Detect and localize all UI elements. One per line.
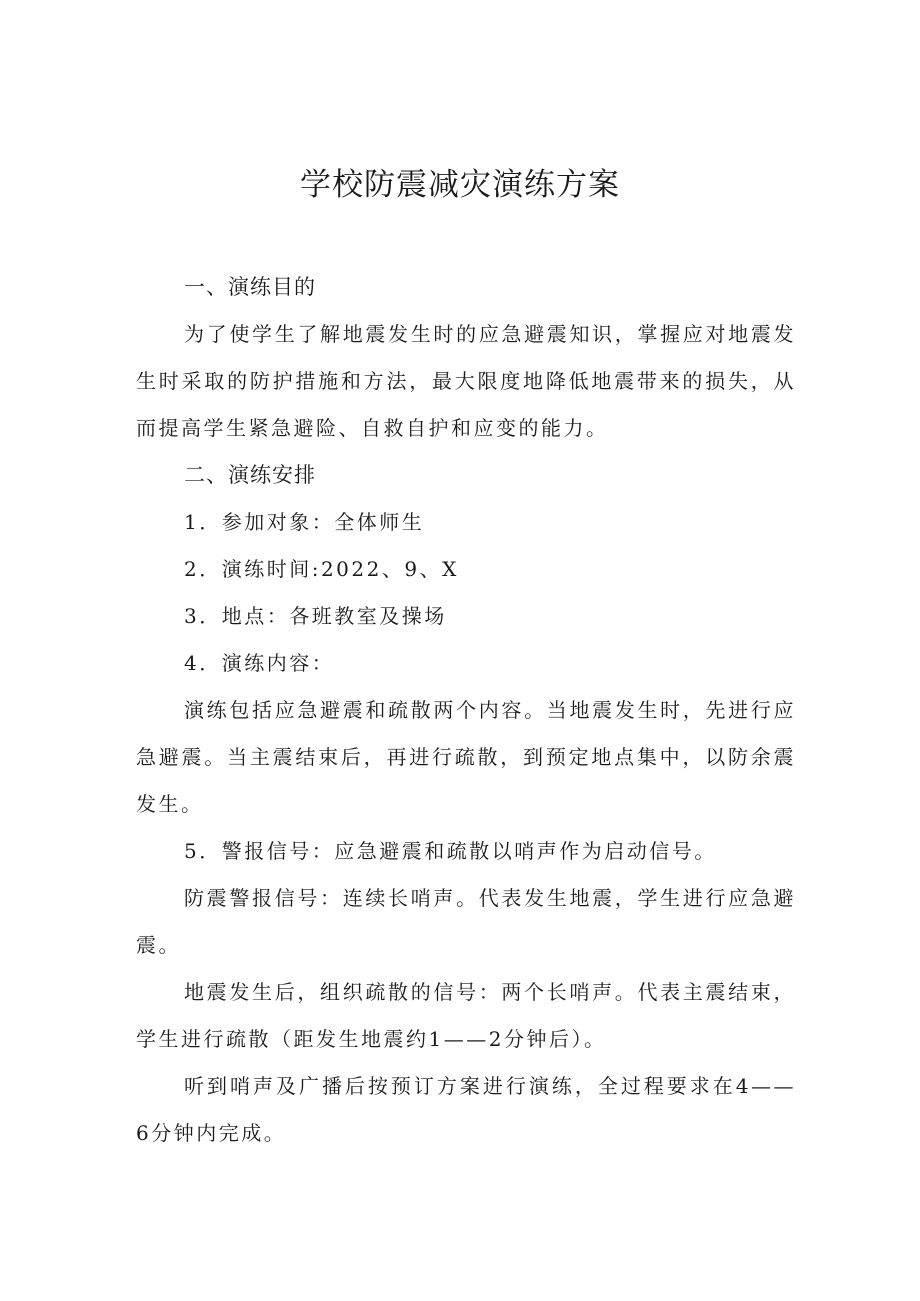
- signal-paragraph-evacuation: 地震发生后，组织疏散的信号：两个长哨声。代表主震结束，学生进行疏散（距发生地震约1——2分钟后）。: [136, 980, 796, 1051]
- content-paragraph: 演练包括应急避震和疏散两个内容。当地震发生时，先进行应急避震。当主震结束后，再进行疏散，到预定地点集中，以防余震发生。: [136, 698, 796, 816]
- signal-paragraph-duration: 听到哨声及广播后按预订方案进行演练，全过程要求在4——6分钟内完成。: [136, 1074, 796, 1145]
- list-item-participants: 1．参加对象：全体师生: [184, 510, 425, 534]
- list-item-location: 3．地点：各班教室及操场: [184, 604, 447, 628]
- list-item-signal: 5．警报信号：应急避震和疏散以哨声作为启动信号。: [184, 839, 717, 863]
- signal-paragraph-alarm: 防震警报信号：连续长哨声。代表发生地震，学生进行应急避震。: [136, 886, 796, 957]
- document-body: [136, 264, 796, 1157]
- purpose-paragraph: 为了使学生了解地震发生时的应急避震知识，掌握应对地震发生时采取的防护措施和方法，最大限度地降低地震带来的损失，从而提高学生紧急避险、自救自护和应变的能力。: [136, 322, 796, 440]
- section-heading-purpose: 一、演练目的: [184, 275, 316, 299]
- section-heading-arrangement: 二、演练安排: [184, 463, 316, 487]
- list-item-content: 4．演练内容：: [184, 651, 335, 675]
- list-item-time: 2．演练时间:2022、9、X: [184, 557, 459, 581]
- document-title: 学校防震减灾演练方案: [300, 167, 620, 203]
